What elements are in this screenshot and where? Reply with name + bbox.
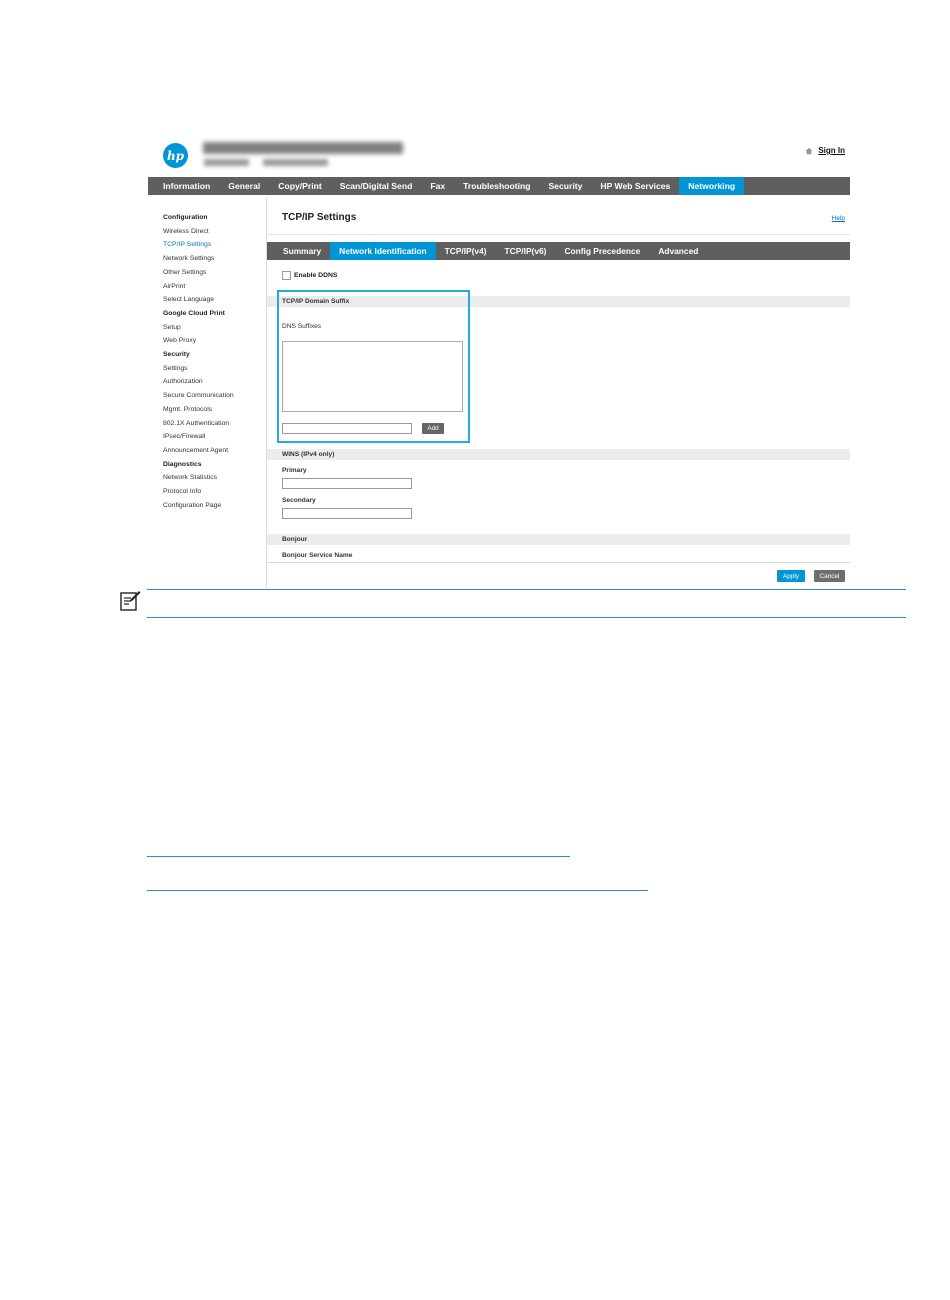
wins-secondary-label: Secondary (282, 497, 316, 504)
note-icon (119, 590, 141, 612)
top-nav-tab-troubleshooting[interactable]: Troubleshooting (463, 181, 531, 191)
help-link[interactable]: Help (831, 215, 845, 222)
sidebar-item-network-settings[interactable]: Network Settings (163, 255, 215, 263)
document-link-underline-2[interactable] (147, 890, 648, 891)
sub-nav (267, 242, 850, 260)
sidebar-header-security: Security (163, 351, 190, 359)
top-nav-tab-networking[interactable]: Networking (679, 177, 744, 195)
sidebar-item-8021x-authentication[interactable]: 802.1X Authentication (163, 419, 230, 427)
sidebar-item-configuration-page[interactable]: Configuration Page (163, 501, 222, 509)
wins-primary-label: Primary (282, 467, 307, 474)
sidebar-item-secure-communication[interactable]: Secure Communication (163, 392, 234, 400)
enable-ddns-label: Enable DDNS (294, 272, 338, 279)
top-nav-tab-copy-print[interactable]: Copy/Print (278, 181, 322, 191)
hp-logo: hp (163, 143, 188, 168)
bonjour-service-name-label: Bonjour Service Name (282, 552, 353, 559)
sidebar-header-google-cloud-print: Google Cloud Print (163, 309, 225, 317)
top-nav (148, 177, 850, 195)
wins-section-header: WINS (IPv4 only) (267, 449, 850, 460)
apply-button[interactable]: Apply (777, 570, 805, 582)
wins-secondary-input[interactable] (282, 508, 412, 519)
sidebar-item-settings[interactable]: Settings (163, 364, 188, 372)
tab-config-precedence[interactable]: Config Precedence (564, 246, 641, 256)
sidebar-item-network-statistics[interactable]: Network Statistics (163, 474, 218, 482)
footer-divider (267, 562, 850, 563)
tab-network-identification[interactable]: Network Identification (330, 242, 435, 260)
sidebar-item-tcpip-settings[interactable]: TCP/IP Settings (163, 241, 212, 249)
sidebar (163, 211, 273, 512)
sidebar-item-protocol-info[interactable]: Protocol Info (163, 488, 202, 496)
sidebar-item-airprint[interactable]: AirPrint (163, 282, 186, 290)
sidebar-item-mgmt-protocols[interactable]: Mgmt. Protocols (163, 405, 213, 413)
sign-in-link[interactable] (805, 146, 845, 155)
add-suffix-button[interactable]: Add (422, 423, 444, 434)
sidebar-item-setup[interactable]: Setup (163, 323, 181, 331)
tab-summary[interactable]: Summary (283, 246, 322, 256)
tab-advanced[interactable]: Advanced (658, 246, 699, 256)
top-nav-tab-scan-digital-send[interactable]: Scan/Digital Send (339, 181, 413, 191)
printer-host-blurred (204, 159, 249, 166)
tab-tcpip-v6[interactable]: TCP/IP(v6) (504, 246, 547, 256)
wins-primary-input[interactable] (282, 478, 412, 489)
sidebar-item-other-settings[interactable]: Other Settings (163, 268, 207, 276)
sidebar-header-configuration: Configuration (163, 214, 208, 221)
top-nav-tab-fax[interactable]: Fax (430, 181, 446, 191)
top-nav-tab-hp-web-services[interactable]: HP Web Services (600, 181, 671, 191)
enable-ddns-checkbox[interactable] (282, 271, 291, 280)
document-link-underline-1[interactable] (147, 856, 570, 857)
sidebar-item-select-language[interactable]: Select Language (163, 296, 215, 304)
ews-window (148, 128, 850, 588)
top-nav-tab-general[interactable]: General (228, 181, 261, 191)
top-nav-tab-security[interactable]: Security (548, 181, 583, 191)
main-content (267, 198, 850, 588)
domain-suffix-section-header: TCP/IP Domain Suffix (267, 296, 850, 307)
cancel-button[interactable]: Cancel (814, 570, 845, 582)
home-icon (805, 147, 813, 155)
domain-suffix-highlight (277, 290, 470, 443)
sidebar-item-authorization[interactable]: Authorization (163, 378, 203, 386)
note-bottom-rule (147, 617, 906, 618)
top-nav-tab-information[interactable]: Information (163, 181, 211, 191)
sidebar-item-web-proxy[interactable]: Web Proxy (163, 337, 197, 345)
printer-ip-blurred (263, 159, 328, 166)
tab-tcpip-v4[interactable]: TCP/IP(v4) (444, 246, 487, 256)
page-title: TCP/IP Settings (282, 212, 357, 223)
sidebar-item-ipsec-firewall[interactable]: IPsec/Firewall (163, 433, 206, 441)
dns-suffixes-label: DNS Suffixes (282, 323, 322, 330)
sign-in-label[interactable]: Sign In (818, 146, 845, 155)
bonjour-section-header: Bonjour (267, 534, 850, 545)
sidebar-item-wireless-direct[interactable]: Wireless Direct (163, 227, 209, 235)
printer-name-blurred (203, 142, 403, 154)
note-top-rule (147, 589, 906, 590)
sidebar-header-diagnostics: Diagnostics (163, 460, 202, 468)
sidebar-item-announcement-agent[interactable]: Announcement Agent (163, 446, 228, 454)
title-divider (267, 234, 850, 235)
enable-ddns-row (282, 271, 337, 280)
